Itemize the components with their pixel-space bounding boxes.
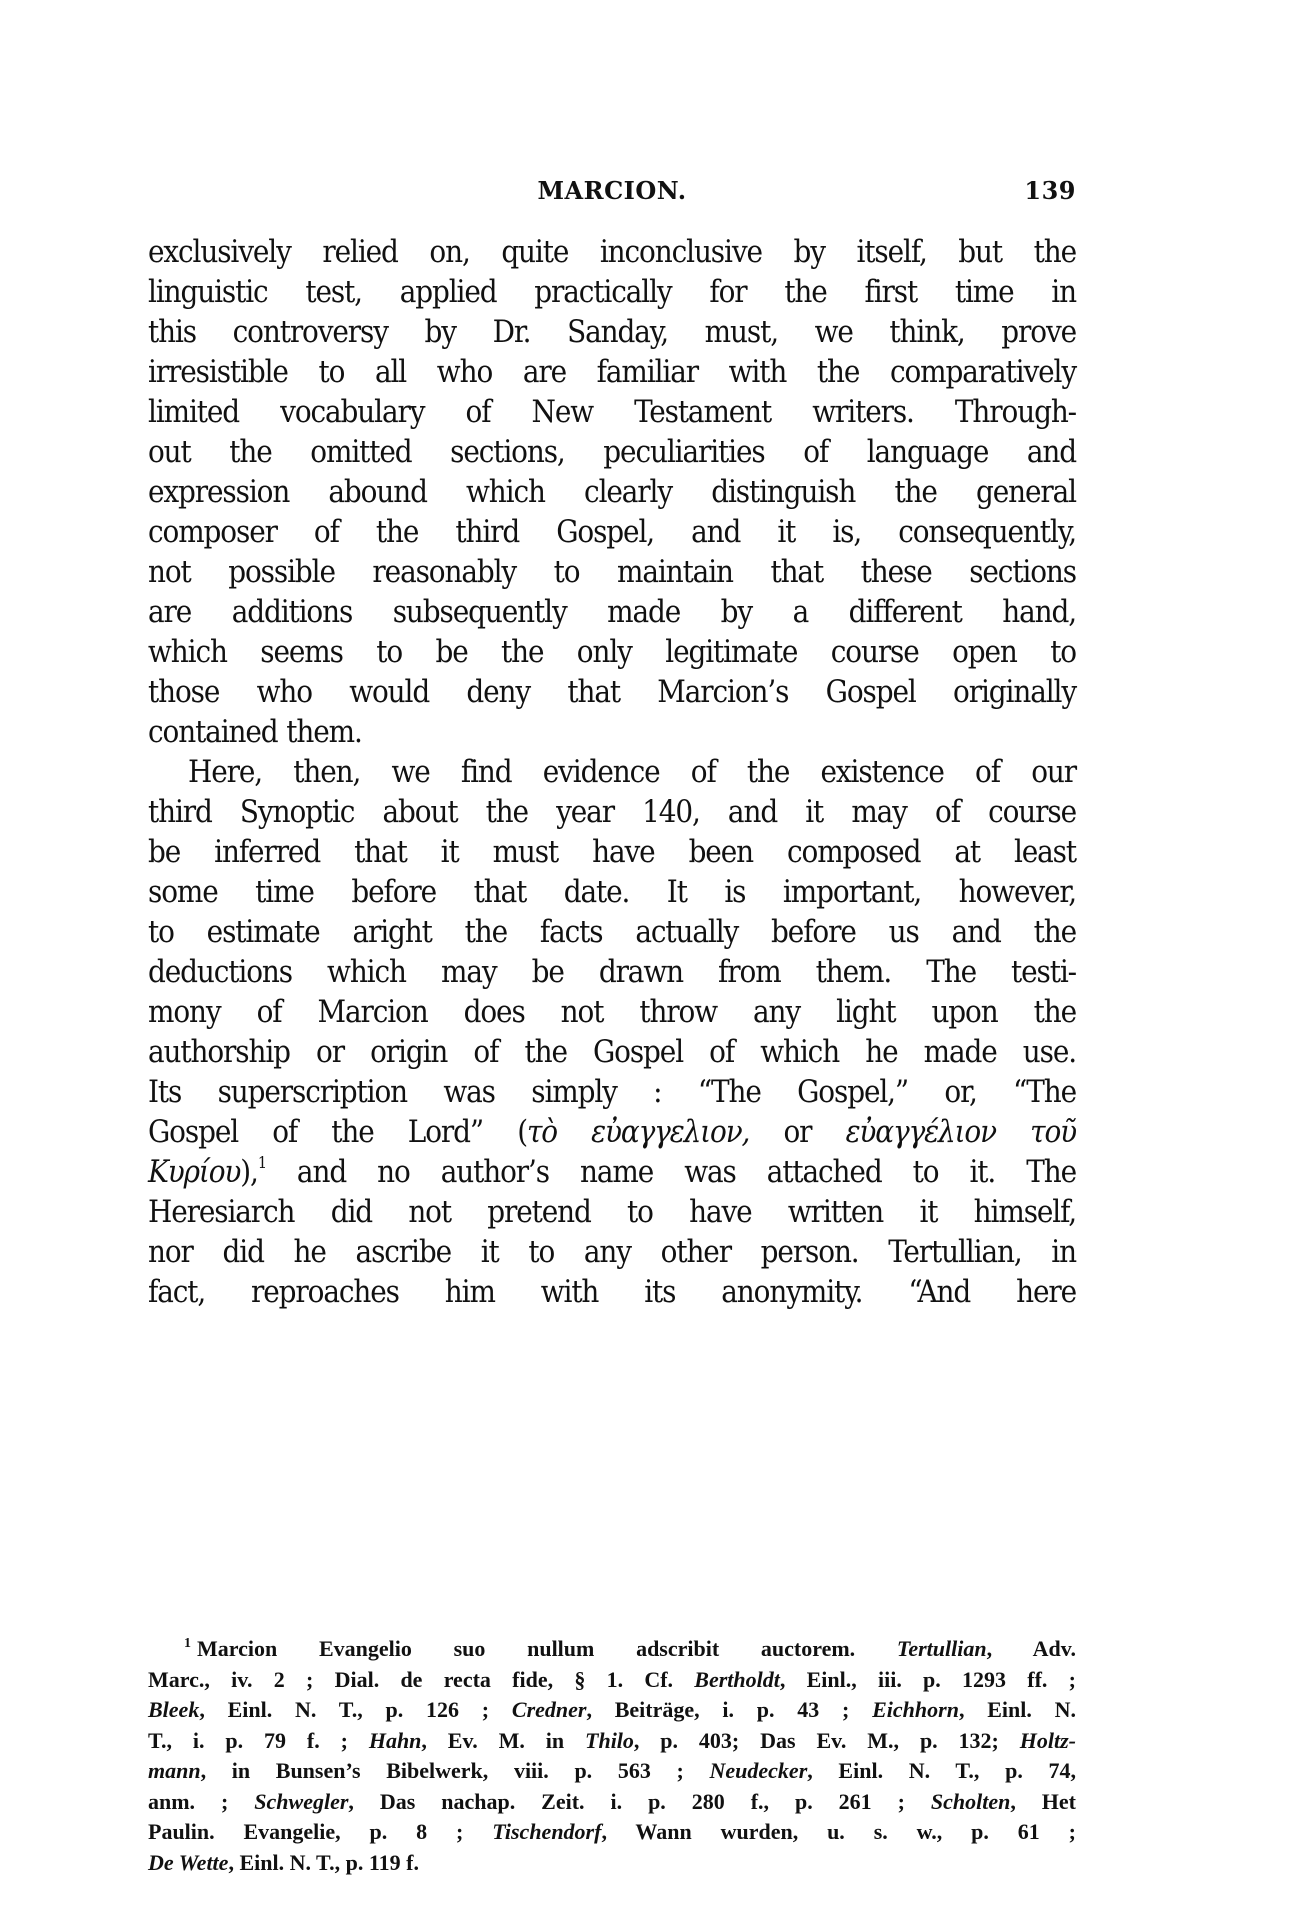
footnote-line (148, 1787, 1076, 1818)
cited-author: Tischendorf (492, 1819, 602, 1844)
cited-author: Credner (511, 1697, 587, 1722)
body-line (148, 1152, 1076, 1192)
body-line: out the omitted sections, peculiarities of language and (148, 434, 1076, 470)
body-line: to estimate aright the facts actually before us and the (148, 914, 1076, 950)
footnote-text: Marc., iv. 2 ; Dial. de recta fide, § 1. Cf. (148, 1666, 695, 1692)
cited-author: Eichhorn (872, 1697, 959, 1722)
footnote-text: , Ev. M. in (421, 1727, 586, 1753)
body-line: those who would deny that Marcion’s Gospel originally (148, 674, 1076, 710)
cited-author: mann (148, 1758, 201, 1783)
footnote-line (148, 1848, 1076, 1879)
body-line: composer of the third Gospel, and it is, consequently, (148, 514, 1076, 550)
footnote-reference[interactable]: 1 (257, 1153, 266, 1172)
footnote-text: , Einl., iii. p. 1293 ff. ; (779, 1666, 1076, 1692)
body-line-text: Gospel of the Lord” ( (148, 1114, 527, 1150)
body-line-text: or (749, 1114, 846, 1150)
footnote-text: Paulin. Evangelie, p. 8 ; (148, 1819, 493, 1844)
footnote-line (148, 1695, 1076, 1726)
running-head-title: MARCION. (537, 176, 687, 205)
body-line-text: ), (240, 1154, 258, 1190)
body-line: be inferred that it must have been composed at least (148, 834, 1076, 870)
body-line (148, 1112, 1076, 1152)
body-line-text: and no author’s name was attached to it. The (265, 1154, 1076, 1190)
body-line: Its superscription was simply : “The Gospel,” or, “The (148, 1074, 1076, 1110)
body-line: some time before that date. It is important, however, (148, 874, 1076, 910)
footnote-text: , Het (1010, 1788, 1077, 1814)
body-line: deductions which may be drawn from them. The testi- (148, 954, 1076, 990)
body-line: are additions subsequently made by a different hand, (148, 594, 1076, 630)
cited-author: Bleek (148, 1697, 200, 1722)
greek-phrase: εὐαγγέλιον τοῦ (845, 1114, 1076, 1150)
greek-phrase: Κυρίου (148, 1154, 241, 1190)
footnote (148, 1634, 1076, 1878)
footnote-text: anm. ; (148, 1788, 255, 1814)
footnote-line (148, 1756, 1076, 1787)
cited-author: Schwegler (254, 1788, 349, 1814)
body-line: third Synoptic about the year 140, and it may of course (148, 794, 1076, 830)
footnote-text: , p. 403; Das Ev. M., p. 132; (633, 1727, 1020, 1753)
body-line: limited vocabulary of New Testament writers. Through- (148, 394, 1076, 430)
footnote-text: , Wann wurden, u. s. w., p. 61 ; (601, 1819, 1077, 1844)
body-line: nor did he ascribe it to any other person. Tertullian, in (148, 1234, 1076, 1270)
body-line: not possible reasonably to maintain that these sections (148, 554, 1076, 590)
body-line: irresistible to all who are familiar with the comparatively (148, 354, 1076, 390)
page-number: 139 (1024, 176, 1076, 205)
body-line: exclusively relied on, quite inconclusive by itself, but the (148, 234, 1076, 270)
footnote-text: Marcion Evangelio suo nullum adscribit auctorem. (197, 1636, 897, 1661)
cited-author: Holtz- (1019, 1727, 1076, 1753)
body-line: Heresiarch did not pretend to have written it himself, (148, 1194, 1076, 1230)
cited-author: Neudecker (709, 1758, 808, 1783)
cited-author: De Wette (148, 1849, 229, 1875)
body-line: authorship or origin of the Gospel of which he made use. (148, 1034, 1076, 1070)
footnote-line (148, 1634, 1076, 1665)
body-text (148, 232, 1076, 1312)
cited-author: Bertholdt (694, 1666, 780, 1692)
footnote-text: , Einl. N. T., p. 119 f. (228, 1849, 419, 1875)
cited-author: Tertullian (896, 1636, 987, 1661)
footnote-text: , Beiträge, i. p. 43 ; (586, 1697, 873, 1722)
running-head (148, 176, 1076, 212)
body-line: mony of Marcion does not throw any light upon the (148, 994, 1076, 1030)
body-line: expression abound which clearly distinguish the general (148, 474, 1076, 510)
body-line: Here, then, we find evidence of the existence of our (188, 754, 1076, 790)
greek-phrase: τὸ εὐαγγελιον, (526, 1114, 750, 1150)
body-line: linguistic test, applied practically for the first time in (148, 274, 1076, 310)
footnote-text: , in Bunsen’s Bibelwerk, viii. p. 563 ; (200, 1758, 710, 1783)
body-line: which seems to be the only legitimate course open to (148, 634, 1076, 670)
footnote-text: T., i. p. 79 f. ; (148, 1727, 369, 1753)
footnote-text: , Das nachap. Zeit. i. p. 280 f., p. 261 ; (348, 1788, 931, 1814)
footnote-text: , Einl. N. (958, 1697, 1076, 1722)
body-line: fact, reproaches him with its anonymity. “And here (148, 1274, 1076, 1310)
footnote-text: , Einl. N. T., p. 74, (807, 1758, 1077, 1783)
footnote-marker: 1 (184, 1636, 191, 1651)
footnote-text: , Einl. N. T., p. 126 ; (199, 1697, 512, 1722)
body-line: this controversy by Dr. Sanday, must, we think, prove (148, 314, 1076, 350)
footnote-text: , Adv. (986, 1636, 1076, 1661)
footnote-line (148, 1726, 1076, 1757)
cited-author: Thilo (585, 1727, 634, 1753)
body-line: contained them. (148, 714, 362, 750)
footnote-line (148, 1817, 1076, 1848)
footnote-line (148, 1665, 1076, 1696)
cited-author: Hahn (368, 1727, 422, 1753)
cited-author: Scholten (930, 1788, 1011, 1814)
